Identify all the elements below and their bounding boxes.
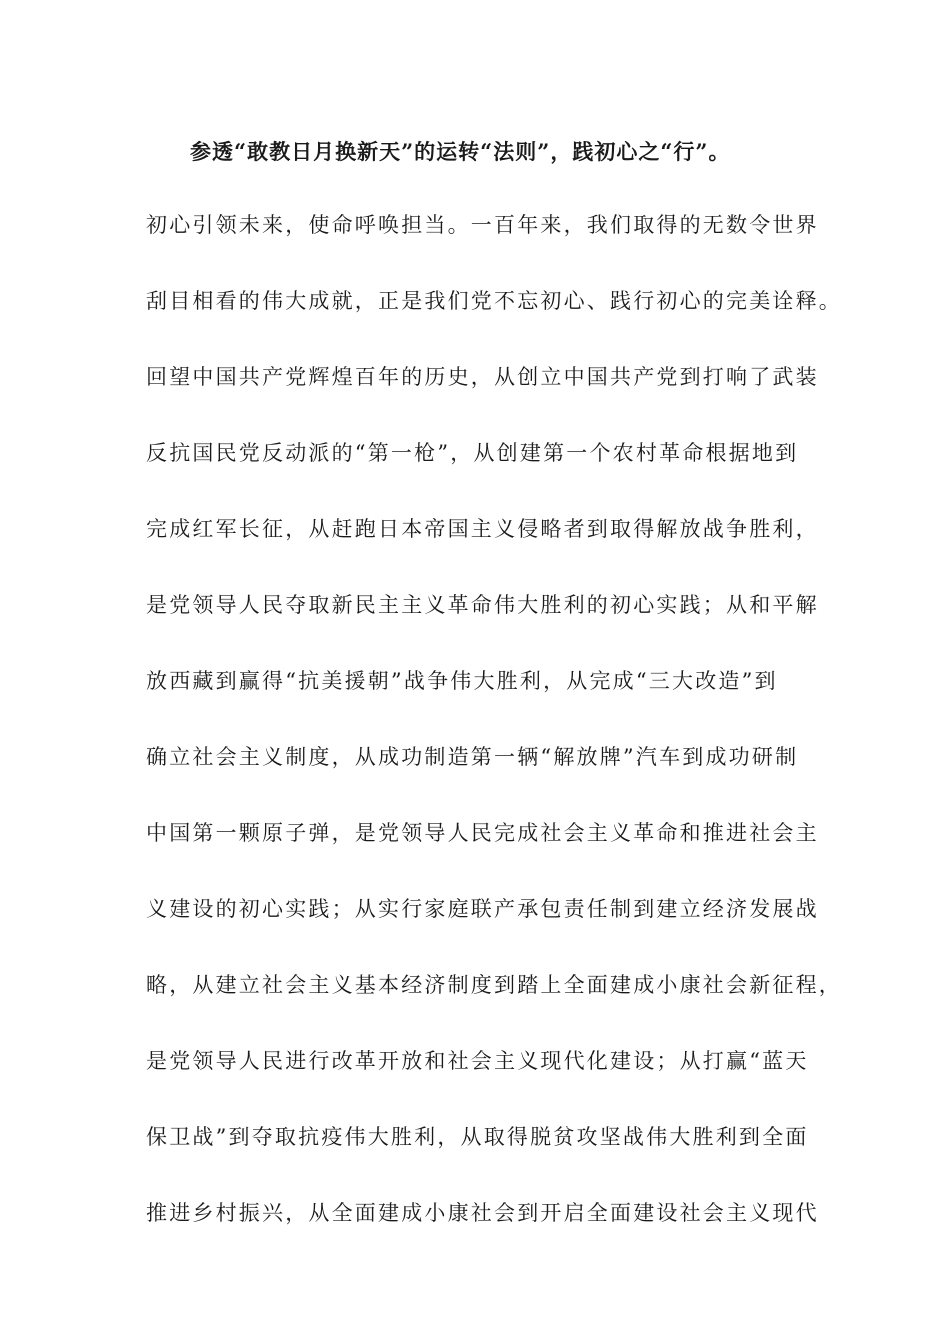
text-line: 略，从建立社会主义基本经济制度到踏上全面建成小康社会新征程，	[146, 973, 842, 997]
text-line: 是党领导人民夺取新民主主义革命伟大胜利的初心实践；从和平解	[146, 593, 819, 617]
text-line: 反抗国民党反动派的“第一枪”，从创建第一个农村革命根据地到	[146, 441, 799, 465]
body-text	[146, 207, 842, 1271]
text-line: 回望中国共产党辉煌百年的历史，从创立中国共产党到打响了武装	[146, 365, 819, 389]
text-line: 义建设的初心实践；从实行家庭联产承包责任制到建立经济发展战	[146, 897, 819, 921]
text-line: 推进乡村振兴，从全面建成小康社会到开启全面建设社会主义现代	[146, 1201, 819, 1225]
text-line: 中国第一颗原子弹，是党领导人民完成社会主义革命和推进社会主	[146, 821, 819, 845]
text-line: 确立社会主义制度，从成功制造第一辆“解放牌”汽车到成功研制	[146, 745, 799, 769]
text-line: 刮目相看的伟大成就，正是我们党不忘初心、践行初心的完美诠释。	[146, 289, 842, 313]
text-line: 放西藏到赢得“抗美援朝”战争伟大胜利，从完成“三大改造”到	[146, 669, 778, 693]
section-heading: 参透“敢教日月换新天”的运转“法则”，践初心之“行”。	[190, 139, 731, 164]
text-line: 是党领导人民进行改革开放和社会主义现代化建设；从打赢“蓝天	[146, 1049, 809, 1073]
text-line: 完成红军长征，从赶跑日本帝国主义侵略者到取得解放战争胜利，	[146, 517, 819, 541]
text-line: 初心引领未来，使命呼唤担当。一百年来，我们取得的无数令世界	[146, 213, 819, 237]
text-line: 保卫战”到夺取抗疫伟大胜利，从取得脱贫攻坚战伟大胜利到全面	[146, 1125, 809, 1149]
